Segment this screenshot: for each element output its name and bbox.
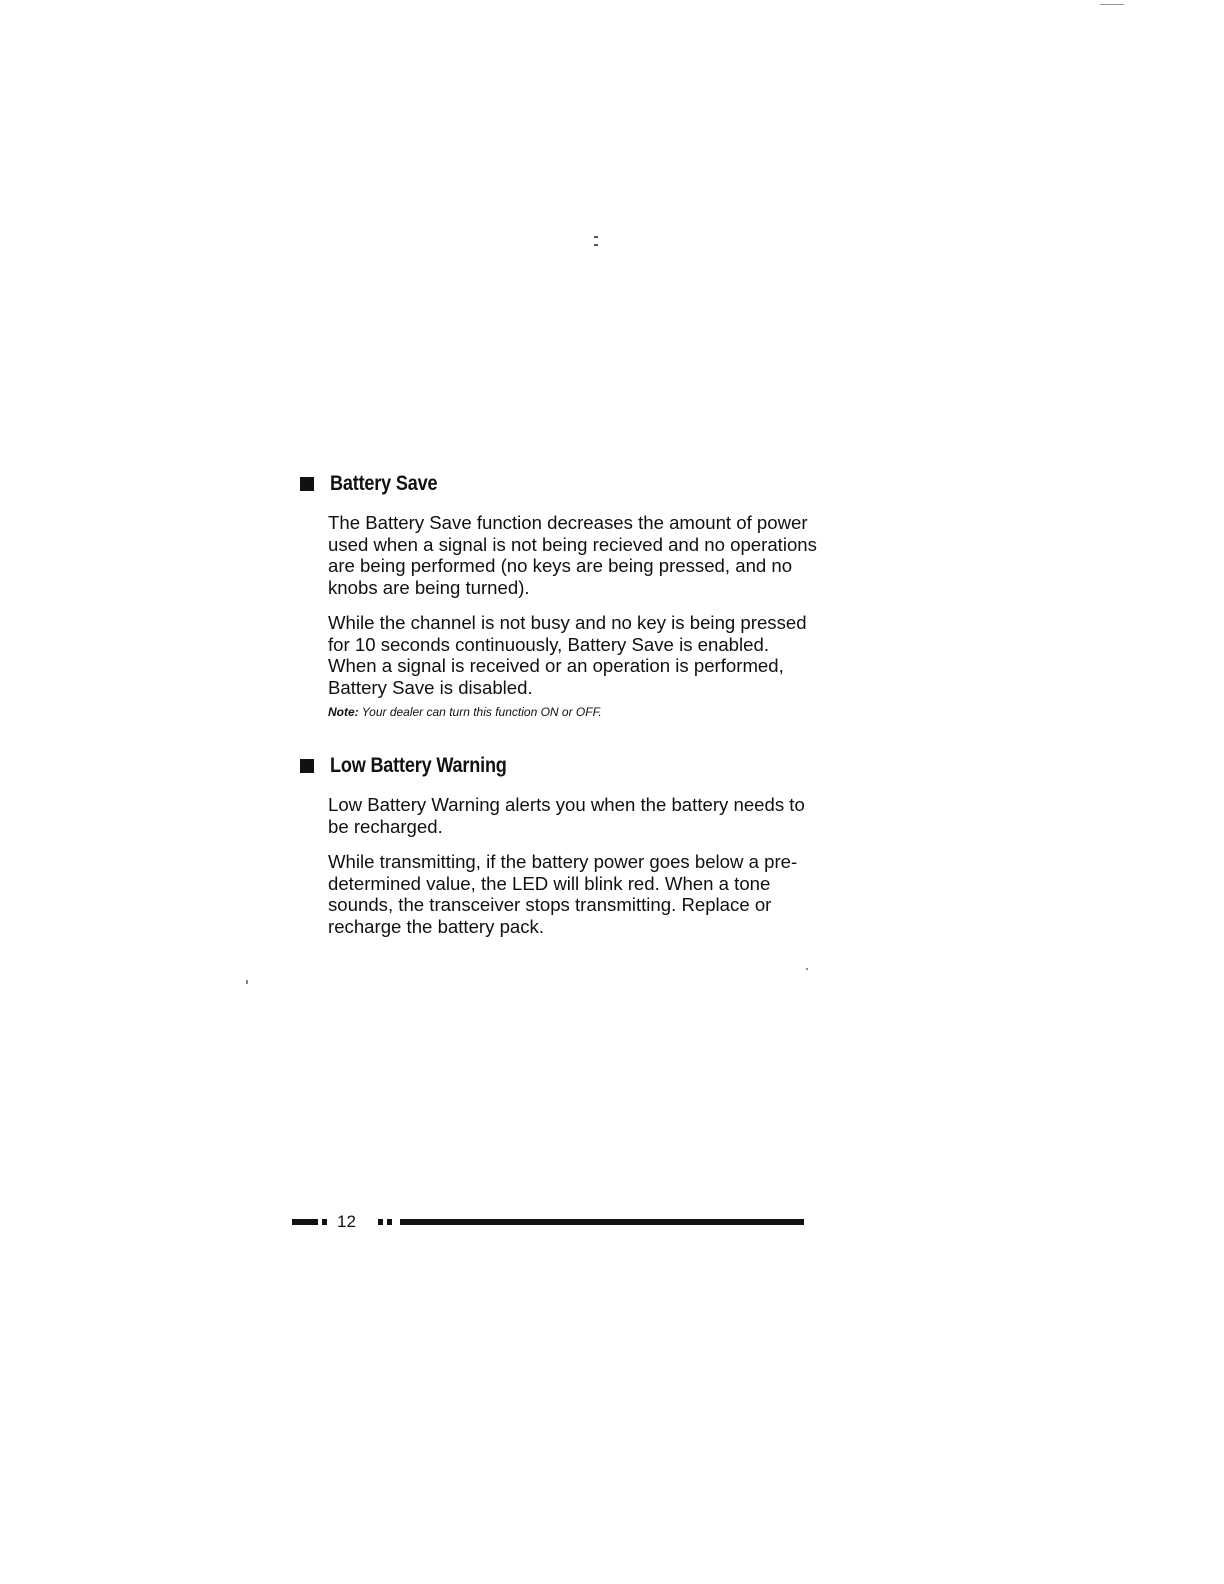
footer-dot [322, 1219, 327, 1225]
scan-speck [594, 236, 598, 238]
section-heading [300, 468, 820, 500]
paragraph: While the channel is not busy and no key is being pressed for 10 seconds continuously, Battery Save is enabled. When a signal is received or an operation is performed, Battery Save is disabled. [328, 612, 807, 698]
footer-dot [387, 1219, 392, 1225]
section-battery-save [300, 468, 820, 720]
section-body [328, 512, 818, 720]
page-number: 12 [337, 1212, 356, 1231]
note-label: Note: [328, 705, 359, 719]
note [328, 704, 818, 720]
square-bullet-icon [300, 759, 314, 773]
scan-speck [246, 980, 248, 984]
section-low-battery-warning [300, 750, 820, 937]
section-heading [300, 750, 820, 782]
heading-text: Battery Save [330, 472, 438, 495]
page-footer [292, 1210, 804, 1234]
paragraph: Low Battery Warning alerts you when the battery needs to be recharged. [328, 794, 805, 837]
section-body [328, 794, 818, 937]
square-bullet-icon [300, 477, 314, 491]
scan-speck [1100, 4, 1124, 5]
footer-rule-left [292, 1219, 318, 1225]
heading-text: Low Battery Warning [330, 754, 507, 777]
scan-speck [594, 244, 598, 246]
note-text: Your dealer can turn this function ON or OFF. [361, 705, 602, 719]
paragraph: The Battery Save function decreases the amount of power used when a signal is not being recieved and no operations are being performed (no keys are being pressed, and no knobs are being turned). [328, 512, 817, 598]
footer-rule-right [400, 1219, 804, 1225]
footer-dot [378, 1219, 383, 1225]
paragraph: While transmitting, if the battery power goes below a pre-determined value, the LED will blink red. When a tone sounds, the transceiver stops transmitting. Replace or recharge the battery pack. [328, 851, 798, 937]
scan-speck [806, 968, 808, 970]
